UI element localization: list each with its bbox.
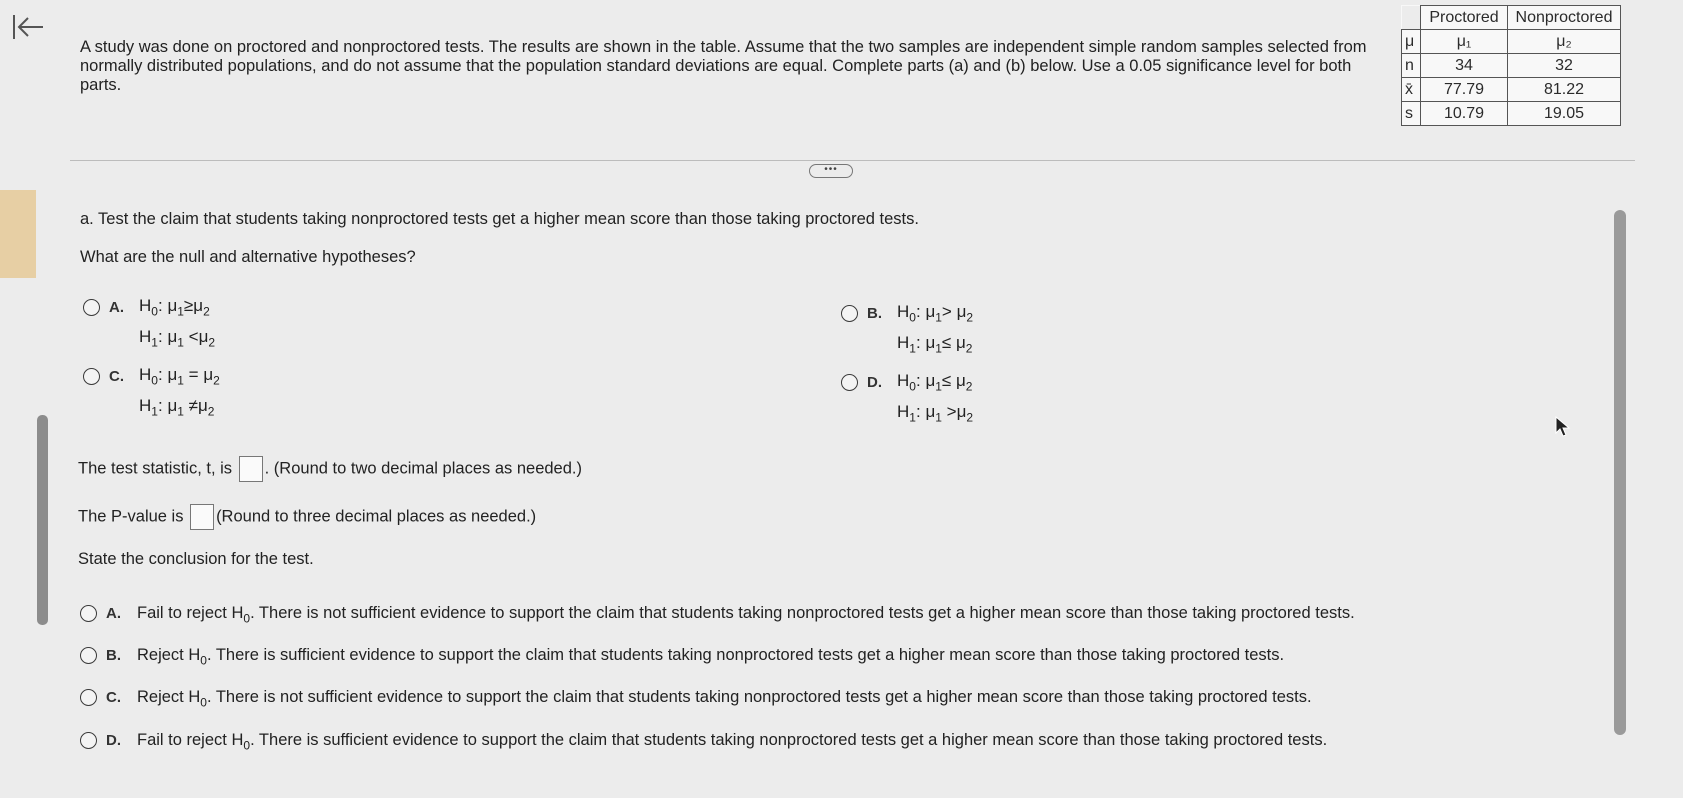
subscript-one: 1 <box>151 404 158 419</box>
cell-nonproctored: μ₂ <box>1508 30 1621 54</box>
decision-text: Reject H <box>137 646 201 664</box>
cell-proctored: 34 <box>1421 54 1508 78</box>
cell-proctored: 10.79 <box>1421 102 1508 126</box>
colon: : <box>915 371 921 390</box>
subscript-one: 1 <box>151 335 158 350</box>
cell-proctored: μ₁ <box>1421 30 1508 54</box>
mu-symbol: μ <box>925 371 936 390</box>
colon: : <box>915 302 921 321</box>
option-letter: D. <box>867 374 882 391</box>
h1-operator: < <box>188 327 199 347</box>
part-a-claim: a. Test the claim that students taking nonproctored tests get a higher mean score than those taking proctored tests. <box>80 210 919 228</box>
conclusion-option-c[interactable] <box>137 688 1312 709</box>
hypotheses-question: What are the null and alternative hypotheses? <box>80 248 416 266</box>
decision-text: Fail to reject H <box>137 604 244 622</box>
colon: : <box>915 402 921 422</box>
hypothesis-option-d-radio[interactable] <box>841 374 858 391</box>
hypothesis-option-c[interactable]: $H_0$: $\mu_1 = \mu_2$ $H_1$: $\mu_1 \ne\mu_2$ <box>139 365 220 419</box>
right-scrollbar[interactable] <box>1614 210 1626 735</box>
colon: : <box>157 396 163 416</box>
mu-symbol: μ <box>198 327 209 347</box>
test-statistic-prefix: The test statistic, t, is <box>78 459 233 478</box>
h1-operator: ≤ <box>941 333 952 353</box>
h-symbol: H <box>897 333 910 353</box>
conclusion-option-a-radio[interactable] <box>80 605 97 622</box>
conclusion-option-d[interactable] <box>137 731 1327 752</box>
colon: : <box>157 327 163 347</box>
section-divider <box>70 160 1635 161</box>
subscript-one: 1 <box>909 410 916 425</box>
mu-symbol: μ <box>193 296 204 315</box>
row-label: x̄ <box>1402 78 1421 102</box>
p-value-suffix: (Round to three decimal places as needed.) <box>216 507 537 526</box>
subscript-zero: 0 <box>151 373 158 388</box>
hypothesis-option-a[interactable]: $H_0$: $\mu_1\ge\mu_2$ $H_1$: $\mu_1 <\mu_2$ <box>139 296 216 350</box>
p-value-input[interactable] <box>190 504 214 530</box>
mu-symbol: μ <box>167 365 178 384</box>
h0-operator: > <box>941 302 952 321</box>
cell-proctored: 77.79 <box>1421 78 1508 102</box>
hypothesis-option-a-radio[interactable] <box>83 299 100 316</box>
mu-symbol: μ <box>203 365 214 384</box>
subscript-zero: 0 <box>151 304 158 319</box>
h0-operator: ≤ <box>941 371 952 390</box>
decision-text: Reject H <box>137 688 201 706</box>
mu-symbol: μ <box>198 396 208 416</box>
subscript-zero: 0 <box>243 611 251 626</box>
table-corner <box>1402 6 1421 30</box>
h-symbol: H <box>139 296 152 315</box>
mu-symbol: μ <box>956 371 966 390</box>
h-symbol: H <box>897 402 910 422</box>
option-letter: C. <box>106 689 121 706</box>
table-row <box>1402 102 1621 126</box>
conclusion-prompt: State the conclusion for the test. <box>78 550 314 568</box>
h0-operator: = <box>188 365 199 384</box>
hypothesis-option-b[interactable]: $H_0$: $\mu_1> \mu_2$ $H_1$: $\mu_1\le \mu_2$ <box>897 302 974 356</box>
option-letter: A. <box>106 605 121 622</box>
colon: : <box>157 296 163 315</box>
option-letter: D. <box>106 732 121 749</box>
mu-symbol: μ <box>956 333 966 353</box>
row-label: μ <box>1402 30 1421 54</box>
h-symbol: H <box>139 365 152 384</box>
conclusion-text: . There is sufficient evidence to support the claim that students taking nonproctored tests get a higher mean score than those taking proctored tests. <box>250 731 1328 749</box>
expand-button[interactable]: ••• <box>809 164 853 178</box>
decision-text: Fail to reject H <box>137 731 244 749</box>
mu-symbol: μ <box>925 302 936 321</box>
mu-symbol: μ <box>925 333 936 353</box>
mu-symbol: μ <box>167 296 178 315</box>
subscript-one: 1 <box>935 341 942 356</box>
subscript-zero: 0 <box>909 310 916 325</box>
conclusion-option-d-radio[interactable] <box>80 732 97 749</box>
left-scrollbar[interactable] <box>37 415 48 625</box>
table-row <box>1402 30 1621 54</box>
subscript-zero: 0 <box>200 695 207 710</box>
subscript-zero: 0 <box>909 379 916 394</box>
subscript-zero: 0 <box>200 653 207 668</box>
option-letter: A. <box>109 299 124 316</box>
conclusion-option-b-radio[interactable] <box>80 647 97 664</box>
subscript-zero: 0 <box>243 738 251 753</box>
header-nonproctored: Nonproctored <box>1508 6 1621 30</box>
subscript-one: 1 <box>177 373 184 388</box>
table-row <box>1402 78 1621 102</box>
conclusion-text: . There is sufficient evidence to support the claim that students taking nonproctored tests get a higher mean score than those taking proctored tests. <box>206 646 1285 664</box>
mu-symbol: μ <box>956 402 967 422</box>
option-letter: B. <box>106 647 121 664</box>
hypothesis-option-c-radio[interactable] <box>83 368 100 385</box>
mu-symbol: μ <box>956 302 967 321</box>
option-letter: C. <box>109 368 124 385</box>
conclusion-option-c-radio[interactable] <box>80 689 97 706</box>
header-proctored: Proctored <box>1421 6 1508 30</box>
mu-symbol: μ <box>167 396 178 416</box>
cell-nonproctored: 32 <box>1508 54 1621 78</box>
p-value-prefix: The P-value is <box>78 507 184 526</box>
test-statistic-line <box>78 456 582 482</box>
row-label: n <box>1402 54 1421 78</box>
conclusion-option-b[interactable] <box>137 646 1284 667</box>
cell-nonproctored: 81.22 <box>1508 78 1621 102</box>
collapse-back-icon[interactable] <box>10 12 46 42</box>
colon: : <box>157 365 163 384</box>
h-symbol: H <box>897 371 910 390</box>
h0-operator: ≥ <box>183 296 194 315</box>
table-row <box>1402 54 1621 78</box>
subscript-one: 1 <box>909 341 916 356</box>
mouse-cursor-icon <box>1555 416 1571 438</box>
conclusion-text: . There is not sufficient evidence to support the claim that students taking nonproctored tests get a higher mean score than those taking proctored tests. <box>206 688 1312 706</box>
left-tab-marker <box>0 190 36 278</box>
subscript-one: 1 <box>177 304 184 319</box>
h-symbol: H <box>139 396 152 416</box>
hypothesis-option-d[interactable]: $H_0$: $\mu_1\le \mu_2$ $H_1$: $\mu_1 >\mu_2$ <box>897 371 974 425</box>
test-statistic-input[interactable] <box>239 456 263 482</box>
subscript-one: 1 <box>935 410 942 425</box>
mu-symbol: μ <box>925 402 936 422</box>
h-symbol: H <box>897 302 910 321</box>
h1-operator: ≠ <box>188 396 198 416</box>
subscript-one: 1 <box>935 310 942 325</box>
row-label: s <box>1402 102 1421 126</box>
h1-operator: > <box>946 402 957 422</box>
h-symbol: H <box>139 327 152 347</box>
hypothesis-option-b-radio[interactable] <box>841 305 858 322</box>
p-value-line <box>78 504 536 530</box>
conclusion-text: . There is not sufficient evidence to support the claim that students taking nonproctored tests get a higher mean score than those taking proctored tests. <box>250 604 1355 622</box>
mu-symbol: μ <box>167 327 178 347</box>
data-table <box>1401 5 1621 126</box>
problem-statement: A study was done on proctored and nonproctored tests. The results are shown in the table. Assume that the two samples are independent simple random samples selected from normally distributed populations, and do not assume that the population standard deviations are equal. Complete parts (a) and (b) below. Use a 0.05 significance level for both parts. <box>80 38 1367 94</box>
subscript-one: 1 <box>177 404 184 419</box>
conclusion-option-a[interactable] <box>137 604 1355 625</box>
option-letter: B. <box>867 305 882 322</box>
test-statistic-suffix: . (Round to two decimal places as needed.) <box>264 459 582 478</box>
subscript-one: 1 <box>935 379 942 394</box>
subscript-one: 1 <box>177 335 184 350</box>
colon: : <box>915 333 921 353</box>
cell-nonproctored: 19.05 <box>1508 102 1621 126</box>
